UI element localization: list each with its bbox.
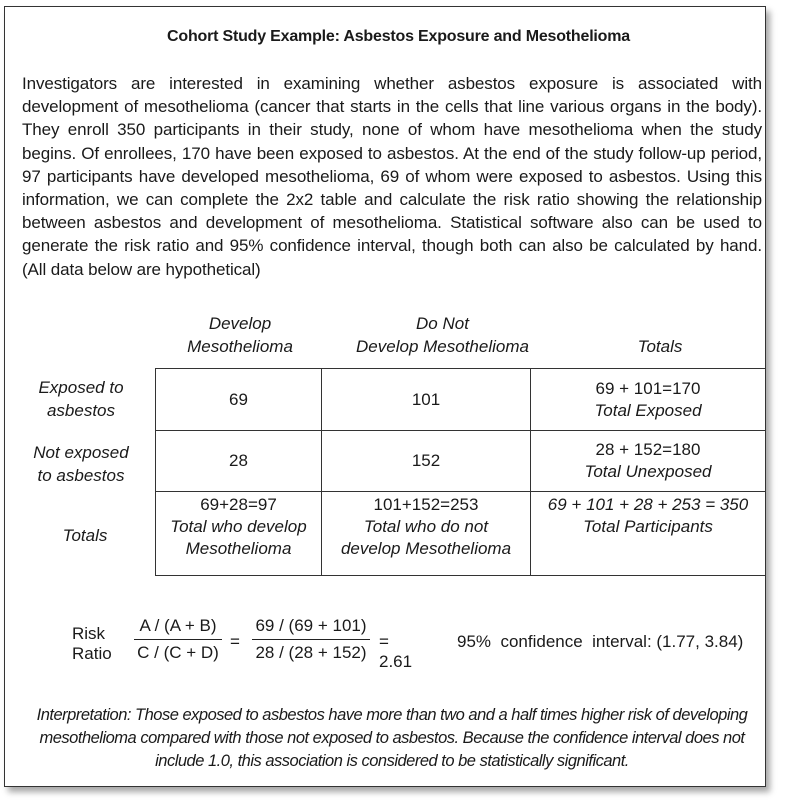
row-label-not-exposed: Not exposed to asbestos [33, 443, 129, 485]
risk-ratio-label: Risk Ratio [72, 624, 112, 663]
cell-unexposed-develop: 28 [156, 431, 322, 492]
contingency-table [155, 368, 766, 576]
table-row [156, 492, 766, 576]
cell-total-unexposed: 28 + 152=180 Total Unexposed [531, 431, 766, 492]
confidence-interval: 95% confidence interval: (1.77, 3.84) [457, 632, 744, 651]
table-row [156, 431, 766, 492]
document-title: Cohort Study Example: Asbestos Exposure and Mesothelioma [167, 28, 630, 45]
interpretation-paragraph: Interpretation: Those exposed to asbestos have more than two and a half times higher risk of developing mesothelioma compared with those not exposed to asbestos. Because the confidence interval does not include 1.0, this association is considered to be statistically significant. [36, 706, 748, 770]
cell-unexposed-not-develop: 152 [322, 431, 531, 492]
specific-fraction: $\frac{69 / (69 + 101)}{28 / (28 + 152)}$ [252, 616, 370, 663]
general-fraction: $\frac{A / (A + B)}{C / (C + D)}$ [134, 616, 222, 663]
col-header-do-not-develop: Do Not Develop Mesothelioma [356, 314, 529, 356]
cell-total-exposed: 69 + 101=170 Total Exposed [531, 369, 766, 431]
cell-total-not-develop: 101+152=253 Total who do not develop Mesothelioma [322, 492, 531, 576]
col-header-totals: Totals [637, 337, 683, 356]
table-row [156, 369, 766, 431]
col-header-develop: Develop Mesothelioma [187, 314, 293, 356]
cell-exposed-not-develop: 101 [322, 369, 531, 431]
row-label-exposed: Exposed to asbestos [38, 378, 124, 420]
cell-total-participants: 69 + 101 + 28 + 253 = 350 Total Participants [531, 492, 766, 576]
equals-sign: = [230, 632, 240, 651]
row-label-totals: Totals [62, 526, 108, 545]
risk-ratio-result: = 2.61 [379, 632, 413, 671]
cell-exposed-develop: 69 [156, 369, 322, 431]
cell-total-develop: 69+28=97 Total who develop Mesothelioma [156, 492, 322, 576]
intro-paragraph: Investigators are interested in examining whether asbestos exposure is associated with development of mesothelioma (cancer that starts in the cells that line various organs in the body). They enroll 350 participants in their study, none of whom have mesothelioma when the study begins. Of enrollees, 170 have been exposed to asbestos. At the end of the study follow-up period, 97 participants have developed mesothelioma, 69 of whom were exposed to asbestos. Using this information, we can complete the 2x2 table and calculate the risk ratio showing the relationship between asbestos and development of mesothelioma. Statistical software also can be used to generate the risk ratio and 95% confidence interval, though both can also be calculated by hand. (All data below are hypothetical) [22, 74, 762, 279]
